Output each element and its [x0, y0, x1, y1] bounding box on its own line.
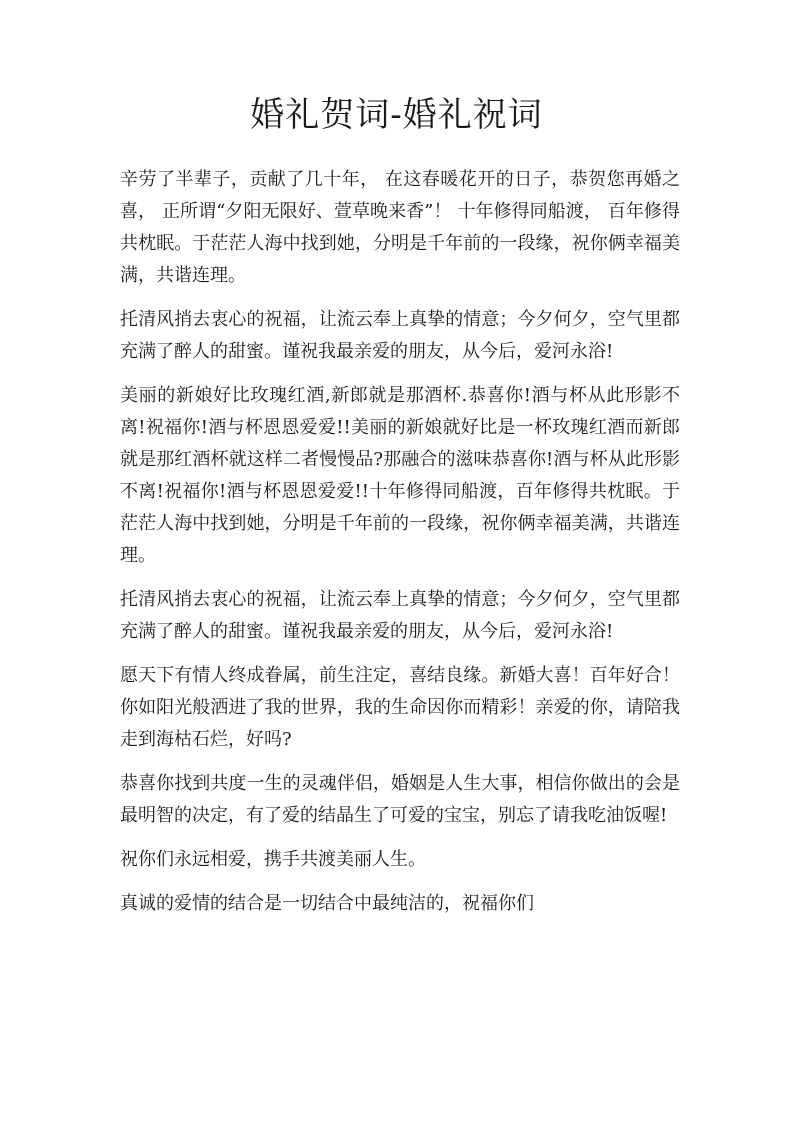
paragraph-3: 美丽的新娘好比玫瑰红酒,新郎就是那酒杯.恭喜你!酒与杯从此形影不离!祝福你!酒与杯恩恩爱爱!!美丽的新娘就好比是一杯玫瑰红酒而新郎就是那红酒杯就这样二者慢慢品?那融合的滋味恭喜你!酒与杯从此形影不离!祝福你!酒与杯恩恩爱爱!!十年修得同船渡，百年修得共枕眠。于茫茫人海中找到她，分明是千年前的一段缘，祝你俩幸福美满，共谐连理。	[120, 385, 680, 566]
paragraph-8: 真诚的爱情的结合是一切结合中最纯洁的，祝福你们	[120, 893, 534, 914]
paragraph-6: 恭喜你找到共度一生的灵魂伴侣，婚姻是人生大事，相信你做出的会是最明智的决定，有了爱的结晶生了可爱的宝宝，别忘了请我吃油饭喔!	[120, 773, 680, 826]
paragraph-2: 托清风捎去衷心的祝福，让流云奉上真挚的情意；今夕何夕，空气里都充满了醉人的甜蜜。谨祝我最亲爱的朋友，从今后，爱河永浴!	[120, 309, 680, 362]
paragraph-1: 辛劳了半辈子，贡献了几十年， 在这春暖花开的日子，恭贺您再婚之喜， 正所谓“夕阳无限好、萱草晚来香”！ 十年修得同船渡， 百年修得共枕眠。于茫茫人海中找到她，分明是千年前的一段缘，祝你俩幸福美满，共谐连理。	[120, 169, 680, 286]
paragraph-4: 托清风捎去衷心的祝福，让流云奉上真挚的情意；今夕何夕，空气里都充满了醉人的甜蜜。谨祝我最亲爱的朋友，从今后，爱河永浴!	[120, 589, 680, 642]
document-title: 婚礼贺词-婚礼祝词	[250, 95, 543, 135]
paragraph-7: 祝你们永远相爱，携手共渡美丽人生。	[120, 849, 426, 870]
paragraph-5: 愿天下有情人终成眷属，前生注定，喜结良缘。新婚大喜！百年好合！你如阳光般洒进了我的世界，我的生命因你而精彩！亲爱的你，请陪我走到海枯石烂，好吗?	[120, 665, 680, 750]
document-body	[120, 164, 680, 932]
